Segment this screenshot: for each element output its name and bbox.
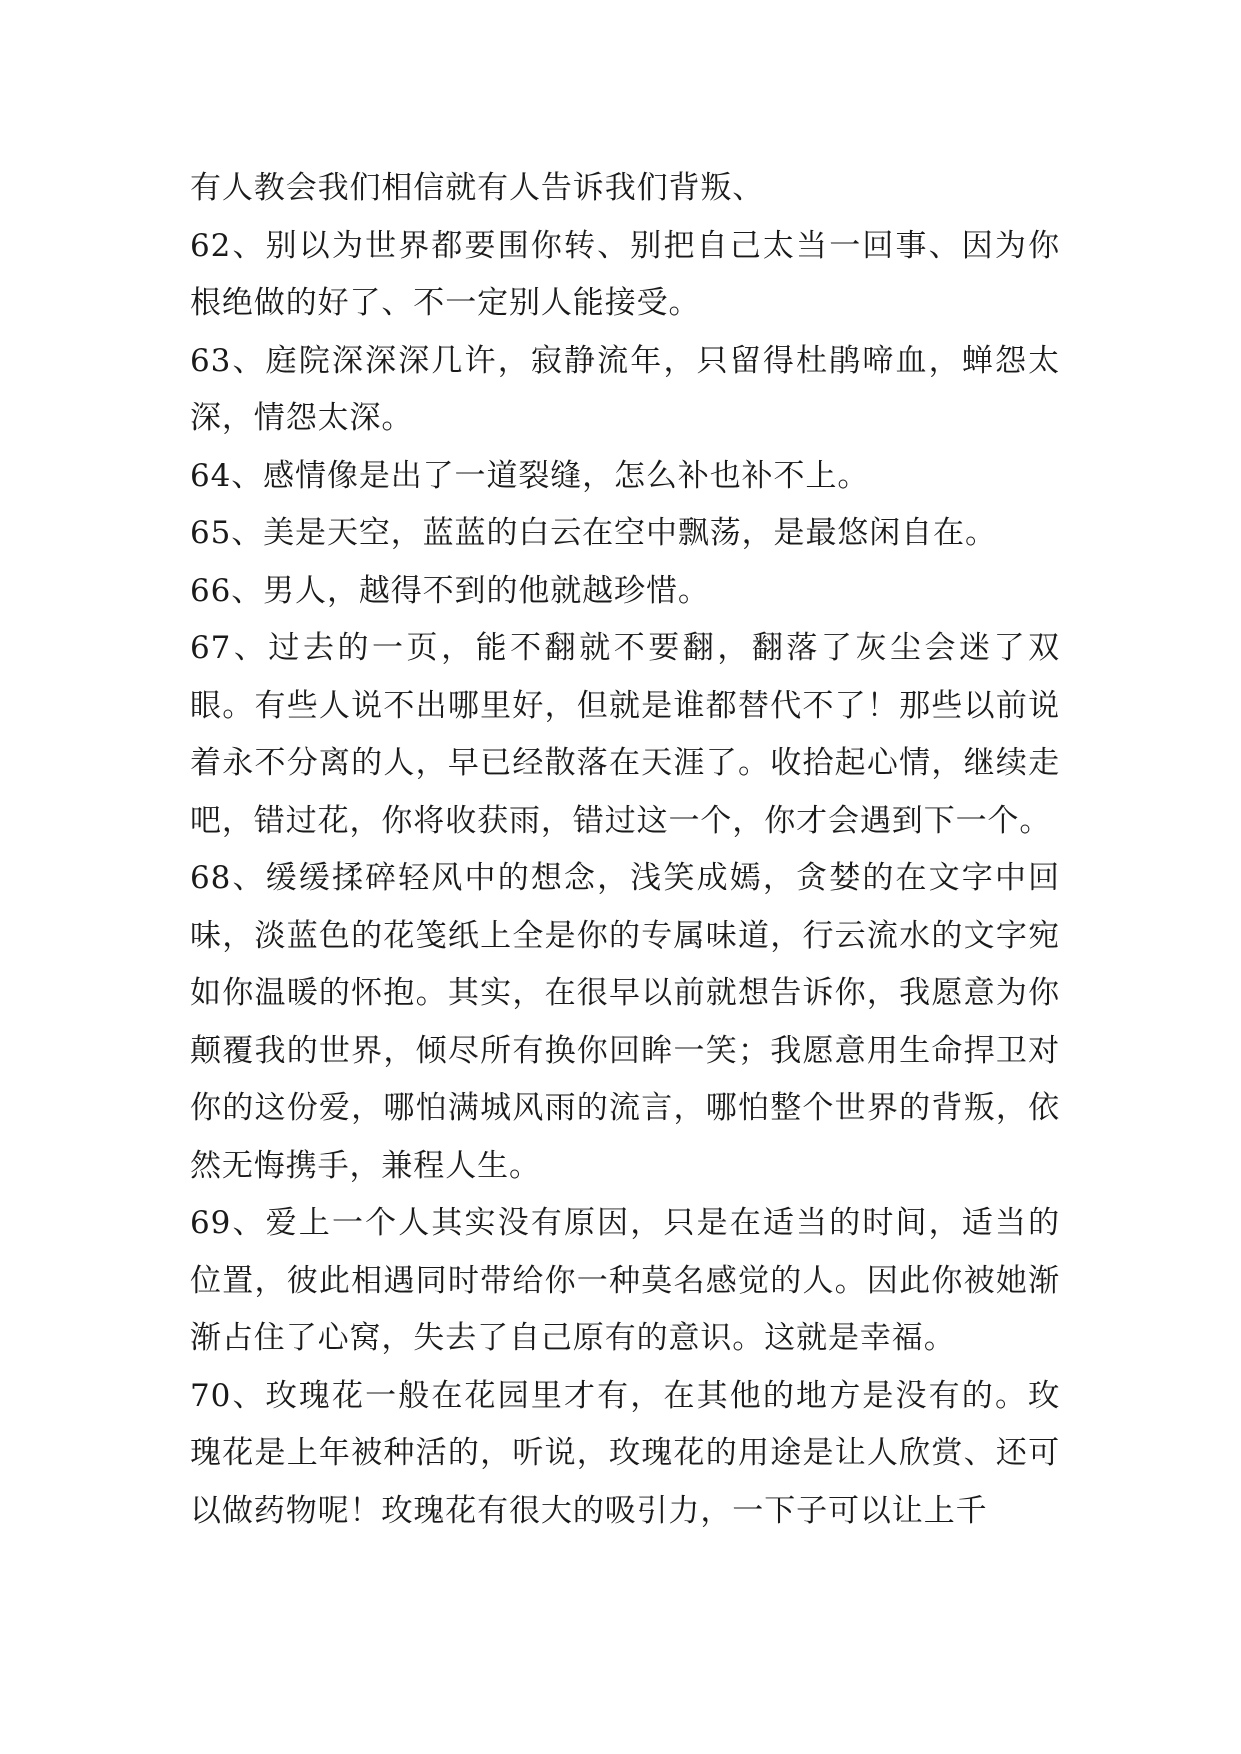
paragraph-continuation: 有人教会我们相信就有人告诉我们背叛、 xyxy=(190,170,765,206)
paragraph-62: 62、别以为世界都要围你转、别把自己太当一回事、因为你根绝做的好了、不一定别人能接受。 xyxy=(190,227,1060,321)
paragraph-65: 65、美是天空，蓝蓝的白云在空中飘荡，是最悠闲自在。 xyxy=(190,515,997,551)
document-body xyxy=(190,160,1060,1540)
paragraph-63: 63、庭院深深深几许，寂静流年，只留得杜鹃啼血，蝉怨太深，情怨太深。 xyxy=(190,342,1060,436)
paragraph-69: 69、爱上一个人其实没有原因，只是在适当的时间，适当的位置，彼此相遇同时带给你一种莫名感觉的人。因此你被她渐渐占住了心窝，失去了自己原有的意识。这就是幸福。 xyxy=(190,1205,1060,1356)
paragraph-70: 70、玫瑰花一般在花园里才有，在其他的地方是没有的。玫瑰花是上年被种活的，听说，玫瑰花的用途是让人欣赏、还可以做药物呢！玫瑰花有很大的吸引力，一下子可以让上千 xyxy=(190,1377,1060,1529)
paragraph-67: 67、过去的一页，能不翻就不要翻，翻落了灰尘会迷了双眼。有些人说不出哪里好，但就是谁都替代不了！那些以前说着永不分离的人，早已经散落在天涯了。收拾起心情，继续走吧，错过花，你将收获雨，错过这一个，你才会遇到下一个。 xyxy=(190,630,1060,839)
paragraph-66: 66、男人，越得不到的他就越珍惜。 xyxy=(190,572,710,609)
paragraph-64: 64、感情像是出了一道裂缝，怎么补也补不上。 xyxy=(190,457,870,494)
paragraph-68: 68、缓缓揉碎轻风中的想念，浅笑成嫣，贪婪的在文字中回味，淡蓝色的花笺纸上全是你的专属味道，行云流水的文字宛如你温暖的怀抱。其实，在很早以前就想告诉你，我愿意为你颠覆我的世界，倾尽所有换你回眸一笑；我愿意用生命捍卫对你的这份爱，哪怕满城风雨的流言，哪怕整个世界的背叛，依然无悔携手，兼程人生。 xyxy=(190,860,1060,1184)
